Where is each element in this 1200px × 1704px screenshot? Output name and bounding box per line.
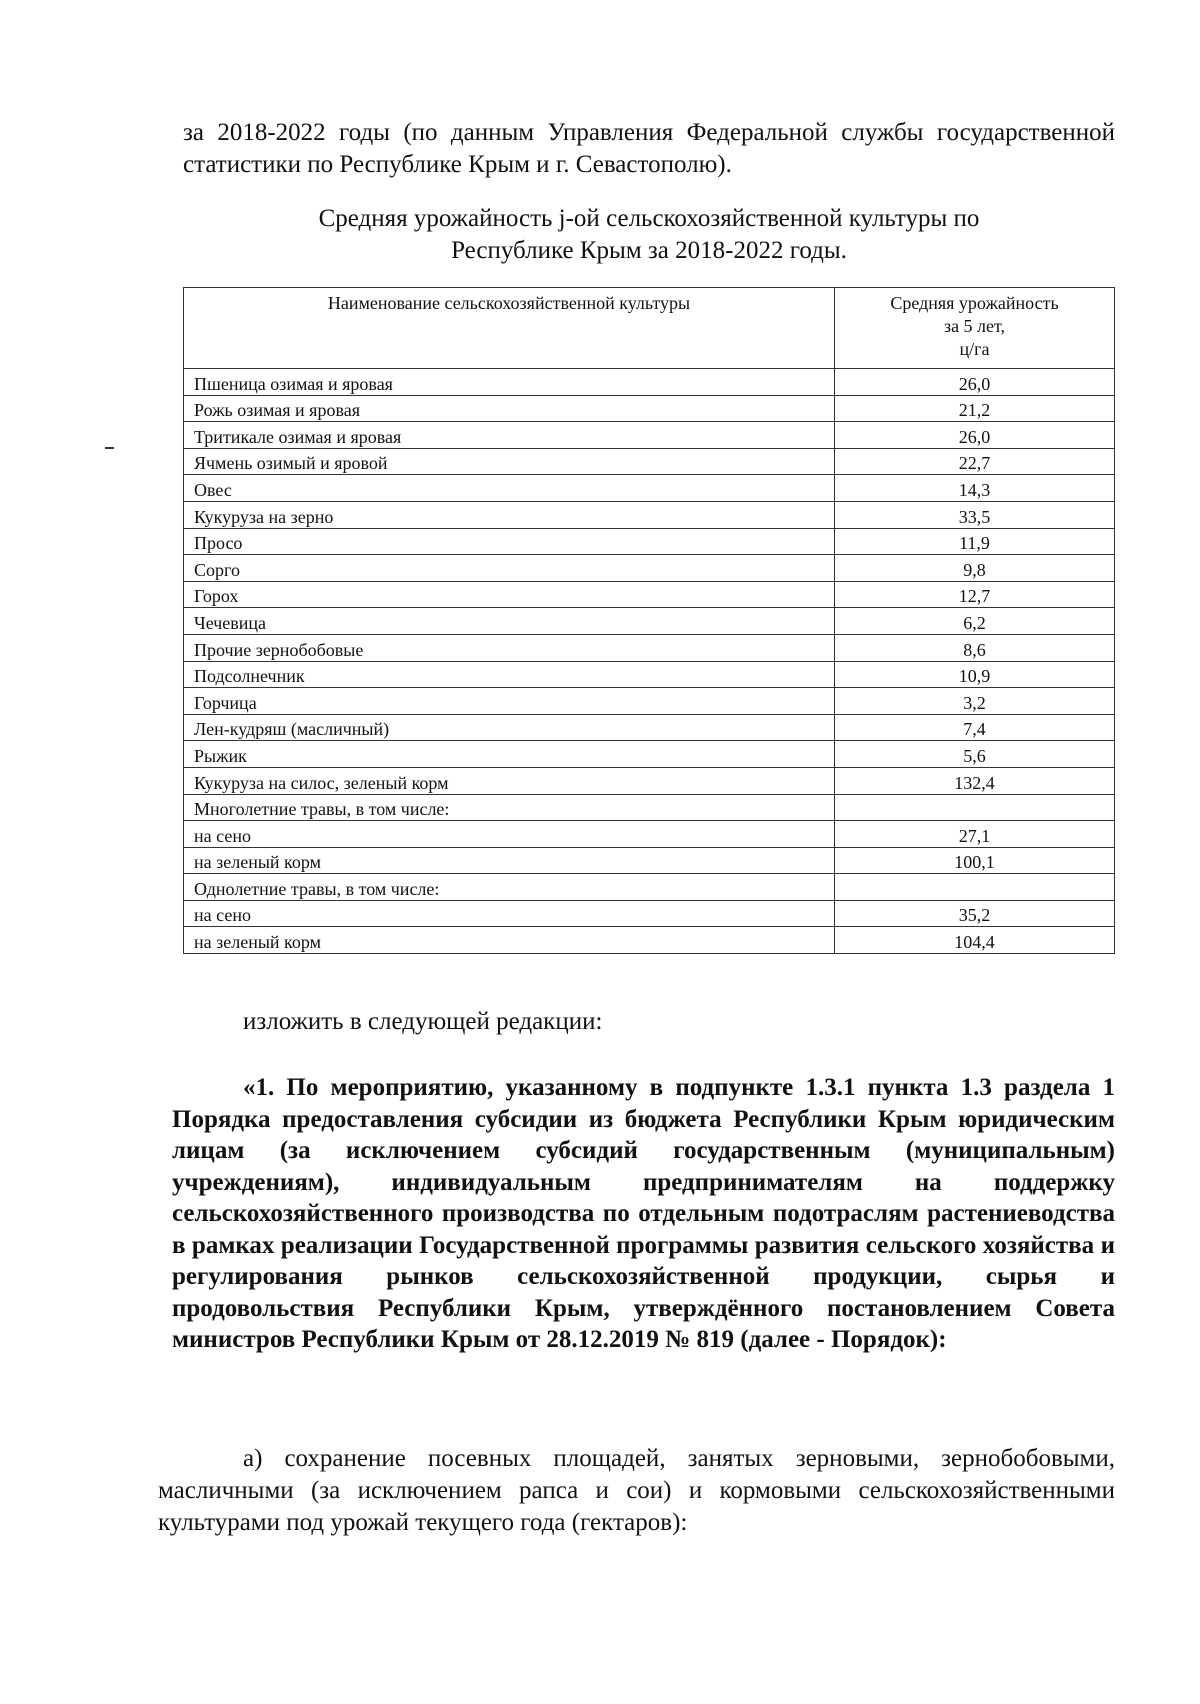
- crop-name-cell: Чечевица: [184, 608, 835, 635]
- crop-name-cell: Подсолнечник: [184, 661, 835, 688]
- table-row: [184, 714, 1115, 741]
- crop-name-cell: Ячмень озимый и яровой: [184, 448, 835, 475]
- table-row: [184, 688, 1115, 715]
- crop-name-cell: Прочие зернобобовые: [184, 634, 835, 661]
- table-row: [184, 927, 1115, 954]
- yield-value-cell: 10,9: [835, 661, 1115, 688]
- margin-mark: [105, 447, 114, 449]
- table-row: [184, 821, 1115, 848]
- header-yield-line-1: Средняя урожайность: [890, 293, 1059, 313]
- table-row: [184, 634, 1115, 661]
- yield-value-cell: 8,6: [835, 634, 1115, 661]
- table-title-line-2: Республике Крым за 2018-2022 годы.: [451, 237, 847, 264]
- yield-value-cell: 100,1: [835, 847, 1115, 874]
- crop-name-cell: Кукуруза на силос, зеленый корм: [184, 767, 835, 794]
- yield-value-cell: 9,8: [835, 555, 1115, 582]
- header-yield-line-2: за 5 лет,: [943, 316, 1006, 336]
- yield-value-cell: 6,2: [835, 608, 1115, 635]
- table-row: [184, 661, 1115, 688]
- table-row: [184, 581, 1115, 608]
- crop-name-cell: Рыжик: [184, 741, 835, 768]
- crop-name-cell: Овес: [184, 475, 835, 502]
- table-row: [184, 528, 1115, 555]
- table-row: [184, 395, 1115, 422]
- yield-value-cell: 33,5: [835, 501, 1115, 528]
- table-row: [184, 422, 1115, 449]
- yield-value-cell: 35,2: [835, 900, 1115, 927]
- crop-name-cell: Просо: [184, 528, 835, 555]
- table-row: [184, 741, 1115, 768]
- yield-value-cell: 104,4: [835, 927, 1115, 954]
- crop-name-cell: Рожь озимая и яровая: [184, 395, 835, 422]
- table-row: [184, 369, 1115, 396]
- yield-value-cell: 27,1: [835, 821, 1115, 848]
- table-row: [184, 847, 1115, 874]
- header-crop-name: Наименование сельскохозяйственной культуры: [184, 288, 835, 369]
- yield-value-cell: 3,2: [835, 688, 1115, 715]
- yield-value-cell: 12,7: [835, 581, 1115, 608]
- crop-name-cell: Однолетние травы, в том числе:: [184, 874, 835, 901]
- yield-value-cell: 5,6: [835, 741, 1115, 768]
- yield-value-cell: 7,4: [835, 714, 1115, 741]
- intro-paragraph: за 2018-2022 годы (по данным Управления Федеральной службы государственной статистики по Республике Крым и г. Севастополю).: [183, 119, 1115, 178]
- yield-value-cell: 26,0: [835, 369, 1115, 396]
- yield-value-cell: [835, 874, 1115, 901]
- crop-name-cell: на зеленый корм: [184, 847, 835, 874]
- yield-table: [183, 287, 1115, 954]
- edit-instruction: изложить в следующей редакции:: [243, 1008, 603, 1035]
- table-row: [184, 767, 1115, 794]
- table-row: [184, 794, 1115, 821]
- table-body: [184, 369, 1115, 954]
- crop-name-cell: Горох: [184, 581, 835, 608]
- table-title-line-1: Средняя урожайность j-ой сельскохозяйственной культуры по: [318, 205, 980, 232]
- crop-name-cell: Пшеница озимая и яровая: [184, 369, 835, 396]
- header-average-yield: [835, 288, 1115, 369]
- yield-value-cell: 132,4: [835, 767, 1115, 794]
- header-yield-line-3: ц/га: [959, 339, 990, 359]
- item-a-paragraph: а) сохранение посевных площадей, занятых зерновыми, зернобобовыми, масличными (за исключением рапса и сои) и кормовыми сельскохозяйственными культурами под урожай текущего года (гектаров):: [158, 1445, 1115, 1536]
- table-row: [184, 501, 1115, 528]
- crop-name-cell: на сено: [184, 900, 835, 927]
- table-row: [184, 475, 1115, 502]
- crop-name-cell: Сорго: [184, 555, 835, 582]
- crop-name-cell: Тритикале озимая и яровая: [184, 422, 835, 449]
- crop-name-cell: Кукуруза на зерно: [184, 501, 835, 528]
- subsidy-paragraph: «1. По мероприятию, указанному в подпункте 1.3.1 пункта 1.3 раздела 1 Порядка предоставления субсидии из бюджета Республики Крым юридическим лицам (за исключением субсидий государственным (муниципальным) учреждениям), индивидуальным предпринимателям на поддержку сельскохозяйственного производства по отдельным подотраслям растениеводства в рамках реализации Государственной программы развития сельского хозяйства и регулирования рынков сельскохозяйственной продукции, сырья и продовольствия Республики Крым, утверждённого постановлением Совета министров Республики Крым от 28.12.2019 № 819 (далее - Порядок):: [172, 1074, 1115, 1353]
- yield-value-cell: 26,0: [835, 422, 1115, 449]
- crop-name-cell: Многолетние травы, в том числе:: [184, 794, 835, 821]
- table-header-row: [184, 288, 1115, 369]
- table-title: [183, 203, 1115, 267]
- yield-value-cell: 11,9: [835, 528, 1115, 555]
- table-row: [184, 874, 1115, 901]
- yield-value-cell: [835, 794, 1115, 821]
- table-row: [184, 555, 1115, 582]
- table-row: [184, 900, 1115, 927]
- yield-value-cell: 22,7: [835, 448, 1115, 475]
- yield-value-cell: 14,3: [835, 475, 1115, 502]
- crop-name-cell: на сено: [184, 821, 835, 848]
- crop-name-cell: Горчица: [184, 688, 835, 715]
- crop-name-cell: на зеленый корм: [184, 927, 835, 954]
- table-row: [184, 608, 1115, 635]
- crop-name-cell: Лен-кудряш (масличный): [184, 714, 835, 741]
- yield-value-cell: 21,2: [835, 395, 1115, 422]
- table-row: [184, 448, 1115, 475]
